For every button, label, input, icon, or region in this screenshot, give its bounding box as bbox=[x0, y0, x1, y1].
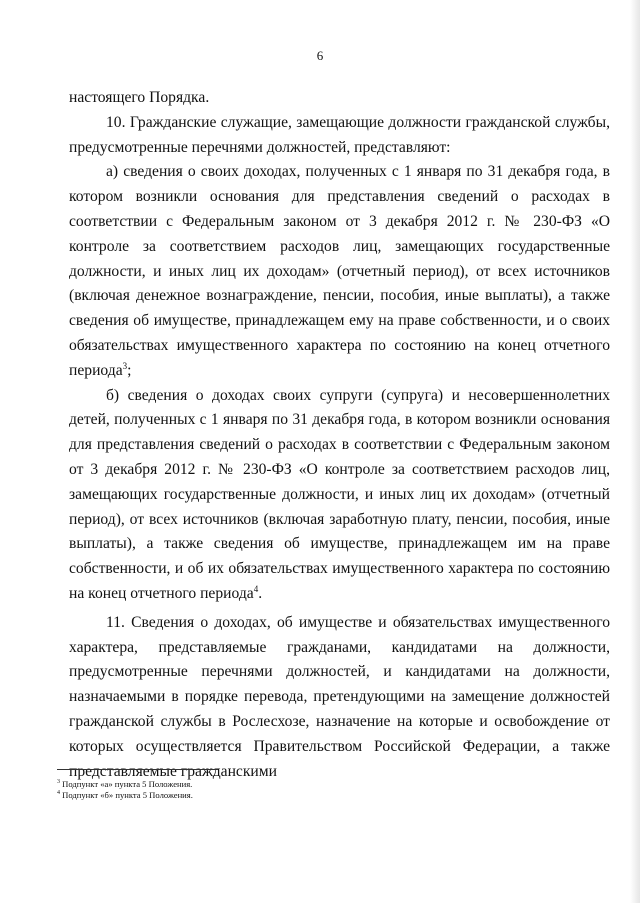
paragraph-subitem-b: б) сведения о доходах своих супруги (супруга) и несовершеннолетних детей, полученных с 1 января по 31 декабря года, в котором возникли основания для представления сведений о расходах в соответствии с Федеральным законом от 3 декабря 2012 г. № 230-ФЗ «О контроле за соответствием расходов лиц, замещающих государственные должности, и иных лиц их доходам» (отчетный период), от всех источников (включая заработную плату, пенсии, пособия, иные выплаты), а также сведения об имуществе, принадлежащем им на праве собственности, и об их обязательствах имущественного характера по состоянию на конец отчетного периода$^4$. bbox=[69, 386, 610, 602]
footnote-4: $^4$ Подпункт «б» пункта 5 Положения. bbox=[57, 789, 193, 800]
page-edge-shadow bbox=[630, 0, 640, 903]
footnote-ref-4[interactable]: 4 bbox=[253, 583, 259, 594]
paragraph-continuation: настоящего Порядка. bbox=[69, 89, 210, 106]
footnote-ref-3[interactable]: 3 bbox=[122, 360, 128, 371]
paragraph-item-11: 11. Сведения о доходах, об имуществе и обязательствах имущественного характера, представляемые гражданами, кандидатами на должности, предусмотренные перечнями должностей, и кандидатами на должности, назначаемыми в порядке перевода, претендующими на замещение должностей гражданской службы в Рослесхозе, назначение на которые и освобождение от которых осуществляется Правительством Российской Федерации, а также представляемые гражданскими bbox=[69, 613, 610, 780]
footnote-3: $^3$ Подпункт «а» пункта 5 Положения. bbox=[57, 779, 193, 789]
footnote-separator bbox=[57, 769, 218, 770]
paragraph-subitem-a: а) сведения о своих доходах, полученных с 1 января по 31 декабря года, в котором возникли основания для представления сведений о расходах в соответствии с Федеральным законом от 3 декабря 2012 г. № 230-ФЗ «О контроле за соответствием расходов лиц, замещающих государственные должности, и иных лиц их доходам» (отчетный период), от всех источников (включая денежное вознаграждение, пенсии, пособия, иные выплаты), а также сведения об имуществе, принадлежащем ему на праве собственности, и о своих обязательствах имущественного характера по состоянию на конец отчетного периода$^3$; bbox=[69, 163, 610, 379]
document-body bbox=[69, 86, 610, 784]
page-number: 6 bbox=[316, 48, 324, 63]
paragraph-item-10: 10. Гражданские служащие, замещающие должности гражданской службы, предусмотренные перечнями должностей, представляют: bbox=[69, 113, 610, 156]
footnotes bbox=[57, 779, 557, 800]
